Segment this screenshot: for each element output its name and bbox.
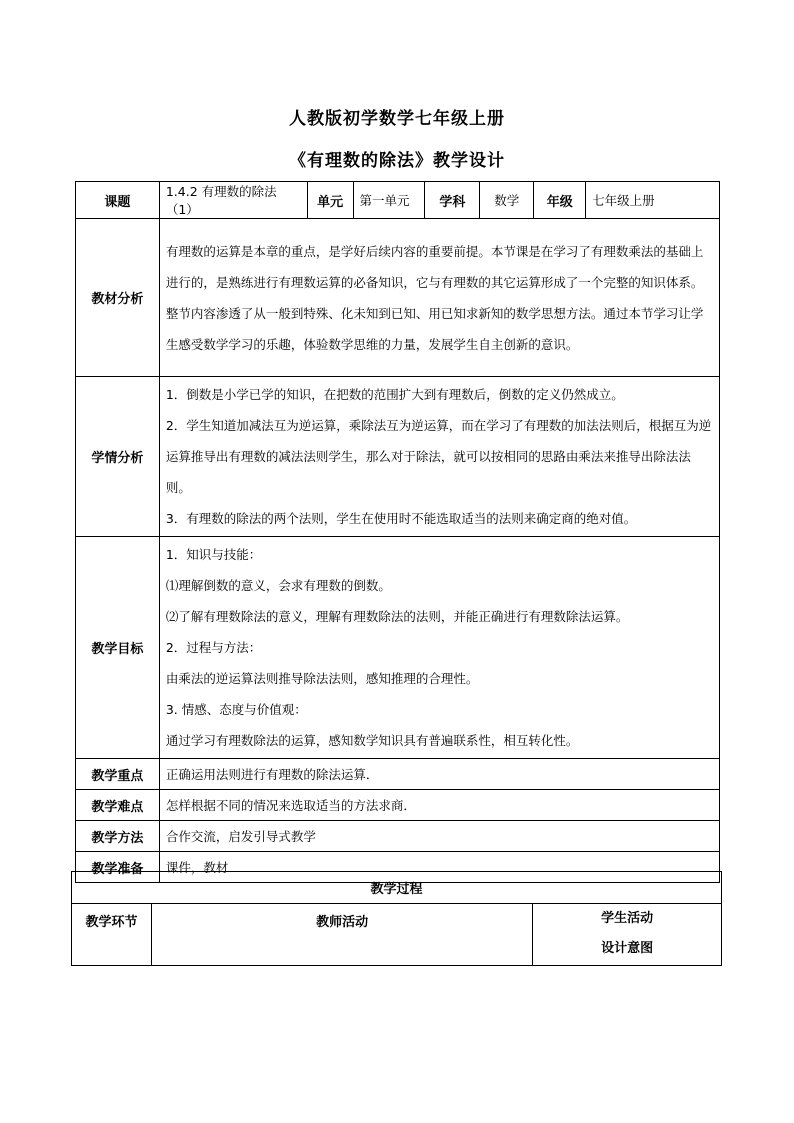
goals-label: 教学目标	[76, 537, 160, 759]
process-header-row	[72, 904, 722, 966]
goals-heading-1: 1．知识与技能：	[165, 547, 262, 562]
students-point-1: 1．倒数是小学已学的知识，在把数的范围扩大到有理数后，倒数的定义仍然成立。	[165, 387, 624, 402]
topic-value: 1.4.2 有理数的除法（1）	[159, 182, 307, 219]
process-title-row	[72, 872, 722, 904]
process-col-design-intent: 设计意图	[601, 941, 654, 956]
difficulty-label: 教学难点	[76, 790, 160, 821]
key-point-row	[76, 759, 720, 790]
method-value: 合作交流，启发引导式教学	[159, 821, 719, 852]
lesson-plan-table	[75, 181, 720, 883]
students-label: 学情分析	[76, 377, 160, 537]
method-row	[76, 821, 720, 852]
material-text: 有理数的运算是本章的重点，是学好后续内容的重要前提。本节课是在学习了有理数乘法的基础上进行的，是熟练进行有理数运算的必备知识，它与有理数的其它运算形成了一个完整的知识体系。整节内容渗透了从一般到特殊、化未知到已知、用已知求新知的数学思想方法。通过本节学习让学生感受数学学习的乐趣，体验数学思维的力量，发展学生自主创新的意识。	[159, 219, 719, 377]
students-point-3: 3．有理数的除法的两个法则，学生在使用时不能选取适当的法则来确定商的绝对值。	[165, 511, 637, 526]
difficulty-row	[76, 790, 720, 821]
process-title: 教学过程	[72, 872, 722, 904]
unit-value: 第一单元	[353, 182, 425, 219]
process-col-student-activity: 学生活动	[601, 911, 654, 926]
info-row	[76, 182, 720, 219]
process-col-student	[533, 904, 722, 966]
topic-label: 课题	[76, 182, 160, 219]
preparation-value: 课件，教材	[159, 852, 719, 883]
process-col-teacher: 教师活动	[151, 904, 532, 966]
students-row	[76, 377, 720, 537]
goals-row	[76, 537, 720, 759]
key-point-label: 教学重点	[76, 759, 160, 790]
grade-value: 七年级上册	[586, 182, 720, 219]
goals-heading-2: 2．过程与方法：	[165, 640, 262, 655]
students-point-2: 2．学生知道加减法互为逆运算，乘除法互为逆运算，而在学习了有理数的加法法则后，根据互为逆运算推导出有理数的减法法则学生，那么对于除法，就可以按相同的思路由乘法来推导出除法法则。	[165, 418, 712, 495]
students-cell	[159, 377, 719, 537]
process-table	[71, 871, 722, 966]
goals-item-3: 由乘法的逆运算法则推导除法法则，感知推理的合理性。	[165, 671, 479, 686]
difficulty-value: 怎样根据不同的情况来选取适当的方法求商．	[159, 790, 719, 821]
preparation-label: 教学准备	[76, 852, 160, 883]
grade-label: 年级	[534, 182, 586, 219]
goals-item-2: ⑵了解有理数除法的意义，理解有理数除法的法则，并能正确进行有理数除法运算。	[165, 609, 629, 624]
subject-value: 数学	[480, 182, 534, 219]
material-label: 教材分析	[76, 219, 160, 377]
goals-heading-3: 3. 情感、态度与价值观：	[165, 702, 307, 717]
key-point-value: 正确运用法则进行有理数的除法运算．	[159, 759, 719, 790]
goals-item-1: ⑴理解倒数的意义，会求有理数的倒数。	[165, 578, 391, 593]
document-subtitle: 《有理数的除法》教学设计	[289, 151, 505, 171]
goals-item-4: 通过学习有理数除法的运算，感知数学知识具有普遍联系性，相互转化性。	[165, 733, 579, 748]
method-label: 教学方法	[76, 821, 160, 852]
document-title: 人教版初学数学七年级上册	[289, 109, 505, 129]
material-row	[76, 219, 720, 377]
subject-label: 学科	[425, 182, 480, 219]
goals-cell	[159, 537, 719, 759]
process-col-stage: 教学环节	[72, 904, 152, 966]
unit-label: 单元	[307, 182, 353, 219]
